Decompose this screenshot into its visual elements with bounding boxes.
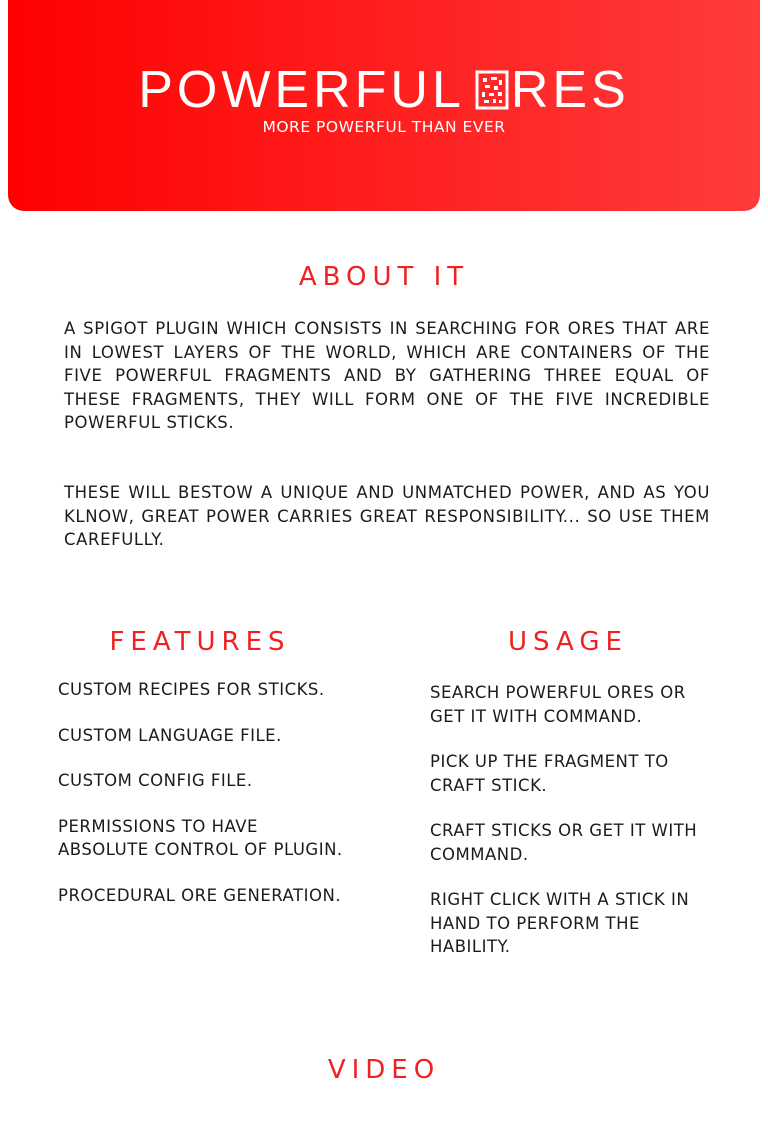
usage-item: CRAFT STICKS OR GET IT WITH COMMAND. <box>430 821 698 864</box>
ore-block-icon <box>475 70 509 110</box>
title-text-part1: POWERFUL <box>138 61 465 119</box>
features-list <box>58 678 348 929</box>
page-subtitle: MORE POWERFUL THAN EVER <box>262 118 506 136</box>
usage-heading: USAGE <box>508 627 628 657</box>
feature-item: PROCEDURAL ORE GENERATION. <box>58 885 342 905</box>
usage-item: RIGHT CLICK WITH A STICK IN HAND TO PERFORM THE HABILITY. <box>430 890 690 956</box>
feature-item: CUSTOM CONFIG FILE. <box>58 771 253 790</box>
about-heading: ABOUT IT <box>298 262 470 292</box>
about-paragraph-2: THESE WILL BESTOW A UNIQUE AND UNMATCHED POWER, AND AS YOU KLNOW, GREAT POWER CARRIES GREAT RESPONSIBILITY... SO USE THEM CAREFULLY. <box>64 483 710 549</box>
usage-item: PICK UP THE FRAGMENT TO CRAFT STICK. <box>430 752 669 795</box>
title-text-part2: RES <box>510 61 630 119</box>
usage-list <box>430 681 720 981</box>
features-heading: FEATURES <box>109 627 291 657</box>
usage-item: SEARCH POWERFUL ORES OR GET IT WITH COMMAND. <box>430 683 686 726</box>
video-heading: VIDEO <box>327 1055 441 1085</box>
feature-item: PERMISSIONS TO HAVE ABSOLUTE CONTROL OF PLUGIN. <box>58 816 343 859</box>
feature-item: CUSTOM LANGUAGE FILE. <box>58 725 282 745</box>
feature-item: CUSTOM RECIPES FOR STICKS. <box>58 680 325 699</box>
about-paragraph-1: A SPIGOT PLUGIN WHICH CONSISTS IN SEARCHING FOR ORES THAT ARE IN LOWEST LAYERS OF THE WORLD, WHICH ARE CONTAINERS OF THE FIVE POWERFUL FRAGMENTS AND BY GATHERING THREE EQUAL OF THESE FRAGMENTS, THEY WILL FORM ONE OF THE FIVE INCREDIBLE POWERFUL STICKS. <box>64 319 710 432</box>
page-title <box>8 60 760 120</box>
header-banner <box>8 0 760 211</box>
